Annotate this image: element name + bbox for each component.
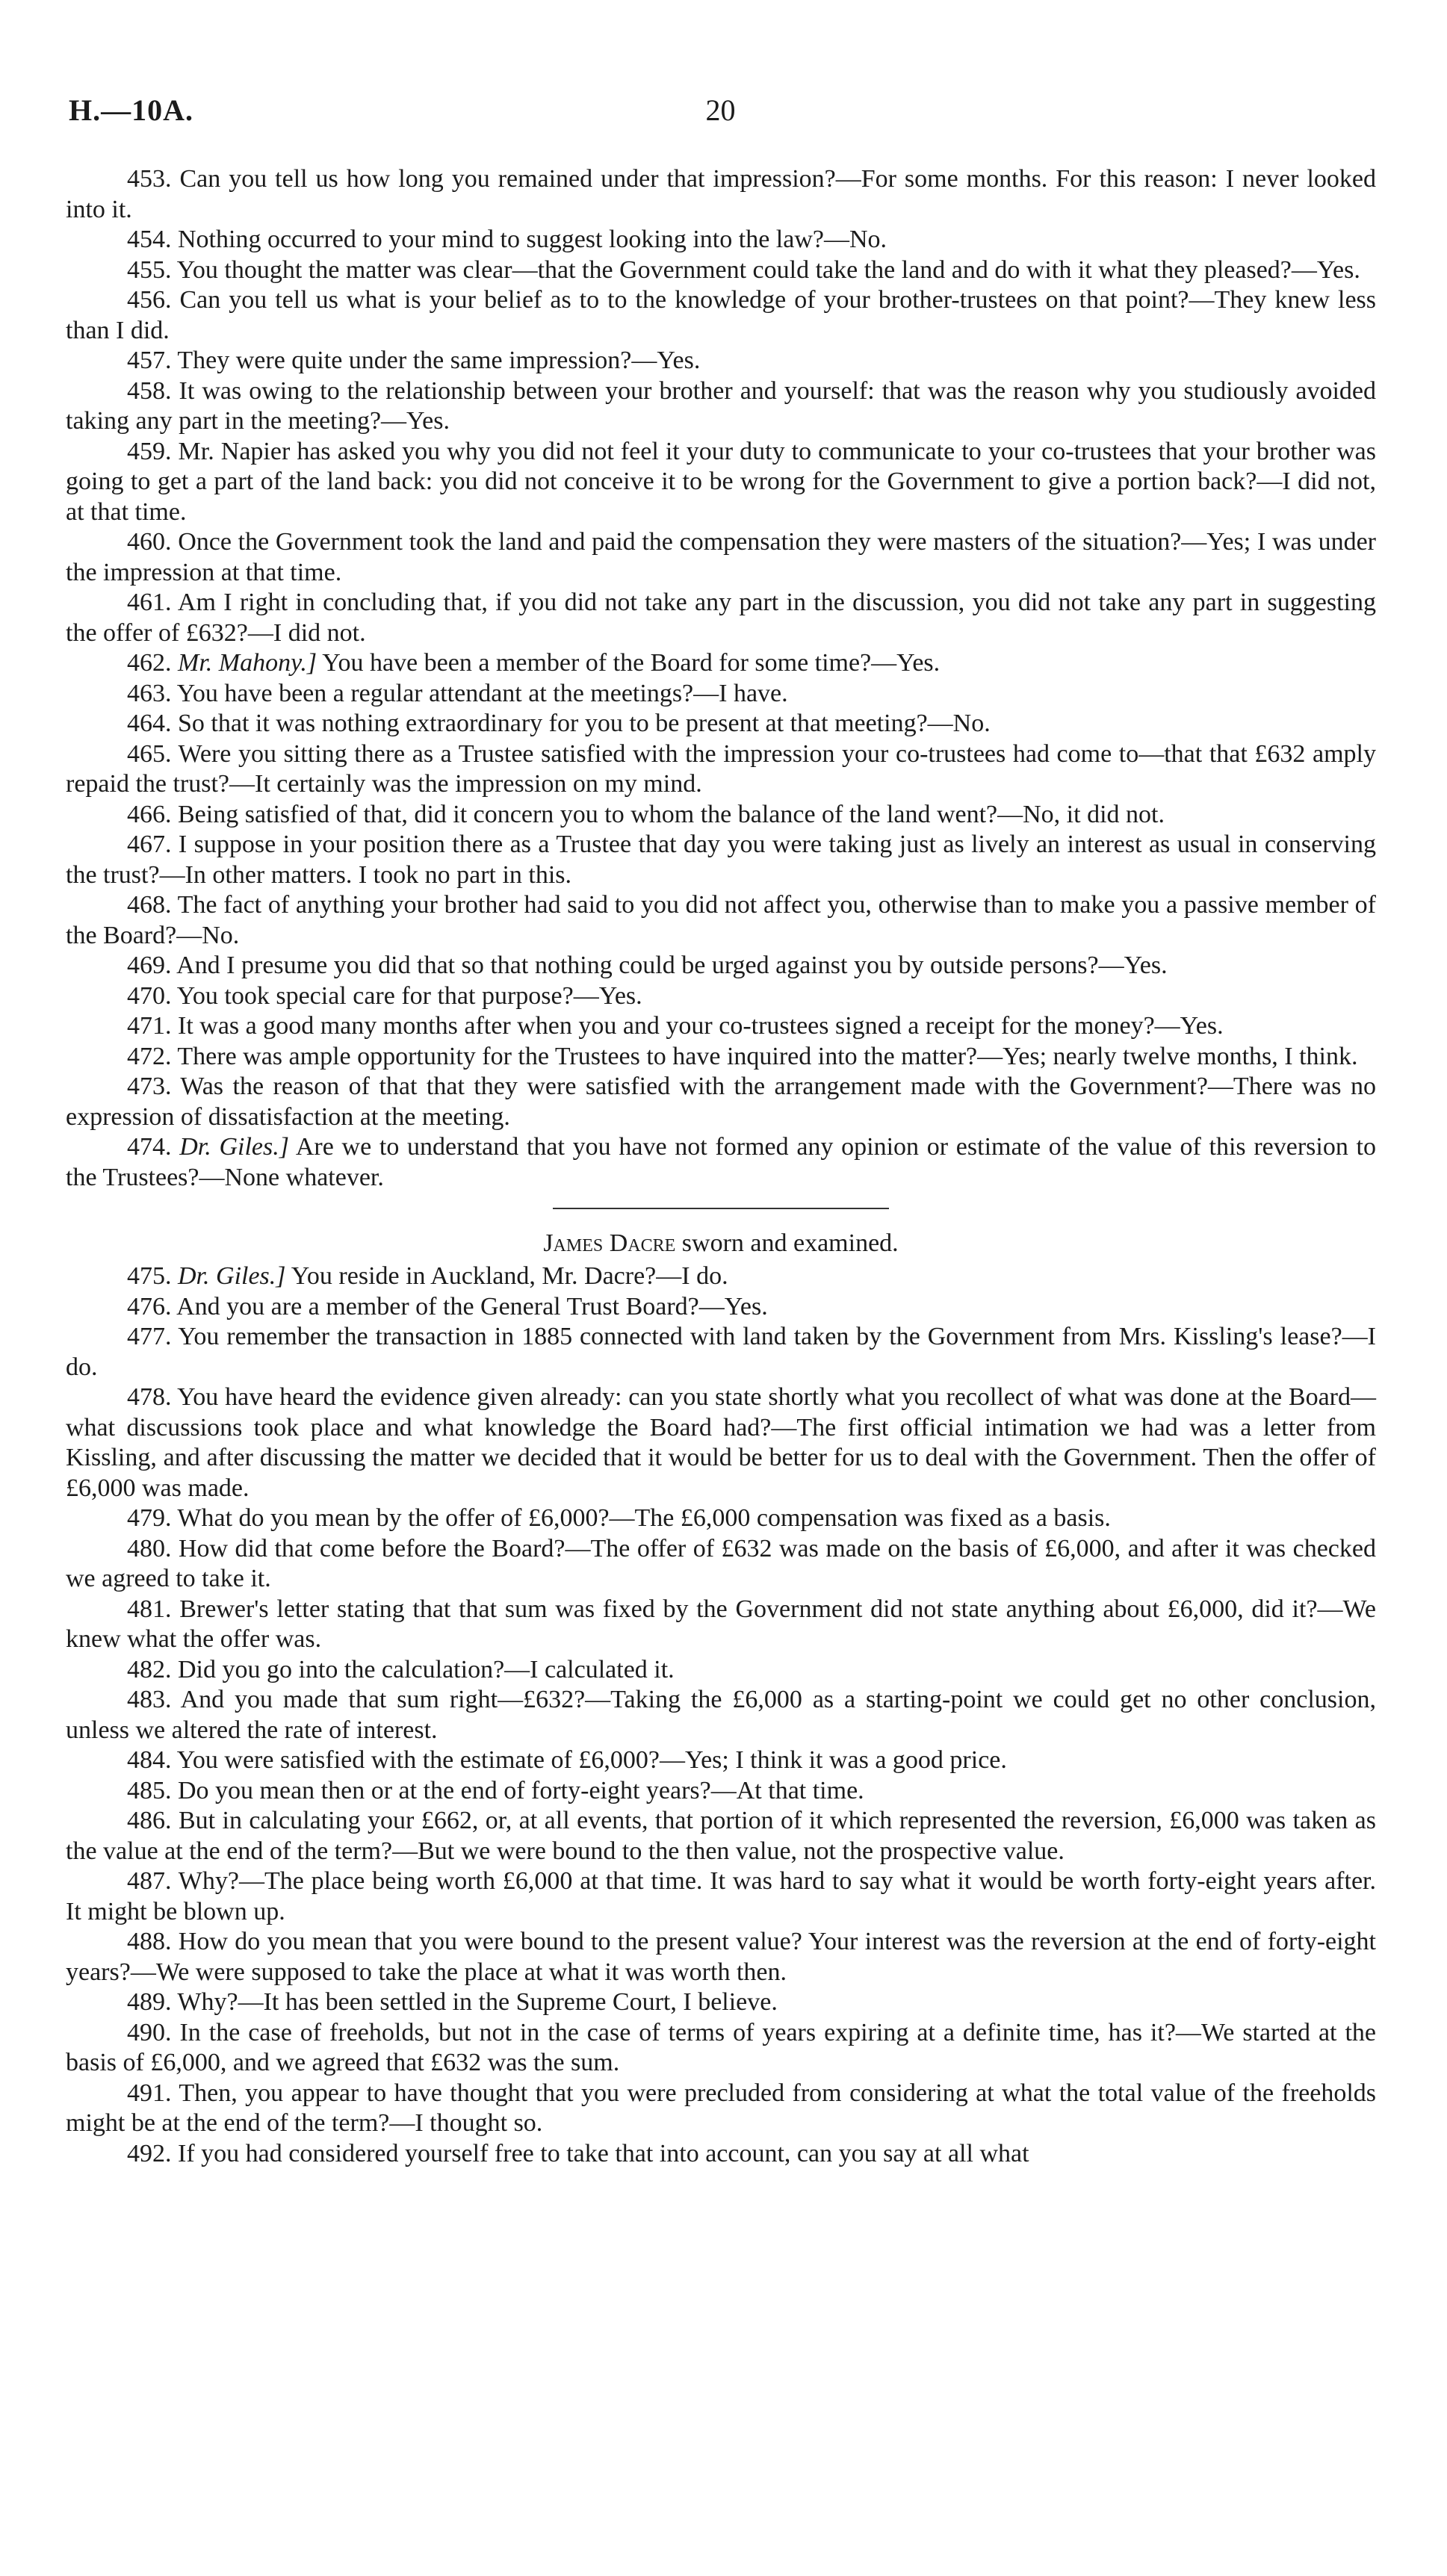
- question-462: [66, 648, 1376, 679]
- question-460: 460. Once the Government took the land and paid the compensation they were masters of the situation?—Yes; I was under the impression at that time.: [66, 528, 1376, 586]
- question-463: 463. You have been a regular attendant at the meetings?—I have.: [127, 679, 788, 707]
- question-458: 458. It was owing to the relationship between your brother and yourself: that was the reason why you studiously avoided taking any part in the meeting?—Yes.: [66, 376, 1376, 435]
- question-470: 470. You took special care for that purpose?—Yes.: [127, 981, 642, 1010]
- question-469: 469. And I presume you did that so that nothing could be urged against you by outside persons?—Yes.: [127, 952, 1168, 979]
- question-477: 477. You remember the transaction in 1885 connected with land taken by the Government from Mrs. Kissling's lease?—I do.: [66, 1323, 1376, 1381]
- question-461: 461. Am I right in concluding that, if you did not take any part in the discussion, you did not take any part in suggesting the offer of £632?—I did not.: [66, 589, 1376, 647]
- question-453: 453. Can you tell us how long you remained under that impression?—For some months. For this reason: I never looked into it.: [66, 165, 1376, 223]
- question-text: You have been a member of the Board for some time?—Yes.: [317, 649, 941, 677]
- testimony-block-1: [66, 164, 1376, 1193]
- page-number: 20: [705, 93, 736, 127]
- question-480: 480. How did that come before the Board?—The offer of £632 was made on the basis of £6,000, and after it was checked we agreed to take it.: [66, 1534, 1376, 1592]
- question-457: 457. They were quite under the same impression?—Yes.: [127, 347, 701, 374]
- question-471: 471. It was a good many months after when you and your co-trustees signed a receipt for the money?—Yes.: [127, 1012, 1224, 1040]
- page-body: [66, 164, 1376, 2169]
- question-484: 484. You were satisfied with the estimate of £6,000?—Yes; I think it was a good price.: [127, 1746, 1007, 1774]
- testimony-block-2: [66, 1261, 1376, 2169]
- question-466: 466. Being satisfied of that, did it concern you to whom the balance of the land went?—No, it did not.: [127, 800, 1165, 828]
- question-486: 486. But in calculating your £662, or, at all events, that portion of it which represented the reversion, £6,000 was taken as the value at the end of the term?—But we were bound to the then value, not the prospective value.: [66, 1807, 1376, 1865]
- question-number: 475.: [127, 1262, 172, 1290]
- question-454: 454. Nothing occurred to your mind to suggest looking into the law?—No.: [127, 226, 887, 253]
- question-483: 483. And you made that sum right—£632?—Taking the £6,000 as a starting-point we could get no other conclusion, unless we altered the rate of interest.: [66, 1686, 1376, 1744]
- question-476: 476. And you are a member of the General Trust Board?—Yes.: [127, 1292, 768, 1320]
- question-467: 467. I suppose in your position there as a Trustee that day you were taking just as lively an interest as usual in conserving the trust?—In other matters. I took no part in this.: [66, 831, 1376, 889]
- question-473: 473. Was the reason of that that they were satisfied with the arrangement made with the Government?—There was no expression of dissatisfaction at the meeting.: [66, 1073, 1376, 1131]
- question-465: 465. Were you sitting there as a Trustee satisfied with the impression your co-trustees had come to—that that £632 amply repaid the trust?—It certainly was the impression on my mind.: [66, 739, 1376, 798]
- section-divider: [553, 1208, 889, 1209]
- question-455: 455. You thought the matter was clear—that the Government could take the land and do with it what they pleased?—Yes.: [127, 255, 1360, 284]
- page-header: [69, 93, 1372, 137]
- question-492: 492. If you had considered yourself free to take that into account, can you say at all what: [127, 2139, 1029, 2167]
- question-482: 482. Did you go into the calculation?—I calculated it.: [127, 1655, 675, 1683]
- question-479: 479. What do you mean by the offer of £6,000?—The £6,000 compensation was fixed as a basis.: [127, 1504, 1111, 1532]
- question-472: 472. There was ample opportunity for the Trustees to have inquired into the matter?—Yes; nearly twelve months, I think.: [127, 1042, 1358, 1070]
- examiner-name: Dr. Giles.]: [178, 1262, 286, 1290]
- witness-heading: [66, 1229, 1376, 1258]
- question-text: You reside in Auckland, Mr. Dacre?—I do.: [285, 1262, 728, 1290]
- question-491: 491. Then, you appear to have thought that you were precluded from considering at what the total value of the freeholds might be at the end of the term?—I thought so.: [66, 2079, 1376, 2137]
- question-489: 489. Why?—It has been settled in the Supreme Court, I believe.: [127, 1988, 778, 2016]
- question-456: 456. Can you tell us what is your belief as to to the knowledge of your brother-trustees on that point?—They knew less than I did.: [66, 286, 1376, 344]
- question-459: 459. Mr. Napier has asked you why you did not feel it your duty to communicate to your co-trustees that your brother was going to get a part of the land back: you did not conceive it to be wrong for the Government to give a portion back?—I did not, at that time.: [66, 437, 1376, 526]
- question-487: 487. Why?—The place being worth £6,000 at that time. It was hard to say what it would be worth forty-eight years after. It might be blown up.: [66, 1867, 1376, 1925]
- question-488: 488. How do you mean that you were bound to the present value? Your interest was the reversion at the end of forty-eight years?—We were supposed to take the place at what it was worth then.: [66, 1928, 1376, 1986]
- question-474: [66, 1132, 1376, 1193]
- examiner-name: Mr. Mahony.]: [178, 649, 317, 677]
- question-number: 474.: [127, 1133, 172, 1161]
- examiner-name: Dr. Giles.]: [179, 1133, 289, 1161]
- document-reference: H.—10A.: [69, 93, 193, 127]
- question-485: 485. Do you mean then or at the end of forty-eight years?—At that time.: [127, 1776, 864, 1804]
- question-text: Are we to understand that you have not formed any opinion or estimate of the value of this reversion to the Trustees?—None whatever.: [66, 1133, 1377, 1191]
- witness-heading-text: sworn and examined.: [675, 1229, 899, 1257]
- question-490: 490. In the case of freeholds, but not in the case of terms of years expiring at a definite time, has it?—We started at the basis of £6,000, and we agreed that £632 was the sum.: [66, 2018, 1376, 2076]
- question-464: 464. So that it was nothing extraordinary for you to be present at that meeting?—No.: [127, 710, 991, 737]
- question-478: 478. You have heard the evidence given already: can you state shortly what you recollect of what was done at the Board—what discussions took place and what knowledge the Board had?—The first official intimation we had was a letter from Kissling, and after discussing the matter we decided that it would be better for us to deal with the Government. Then the offer of £6,000 was made.: [66, 1383, 1376, 1502]
- question-468: 468. The fact of anything your brother had said to you did not affect you, otherwise than to make you a passive member of the Board?—No.: [66, 891, 1376, 949]
- question-number: 462.: [127, 649, 172, 677]
- witness-name: James Dacre: [543, 1229, 676, 1257]
- question-481: 481. Brewer's letter stating that that sum was fixed by the Government did not state anything about £6,000, did it?—We knew what the offer was.: [66, 1595, 1376, 1653]
- question-475: [66, 1261, 1376, 1292]
